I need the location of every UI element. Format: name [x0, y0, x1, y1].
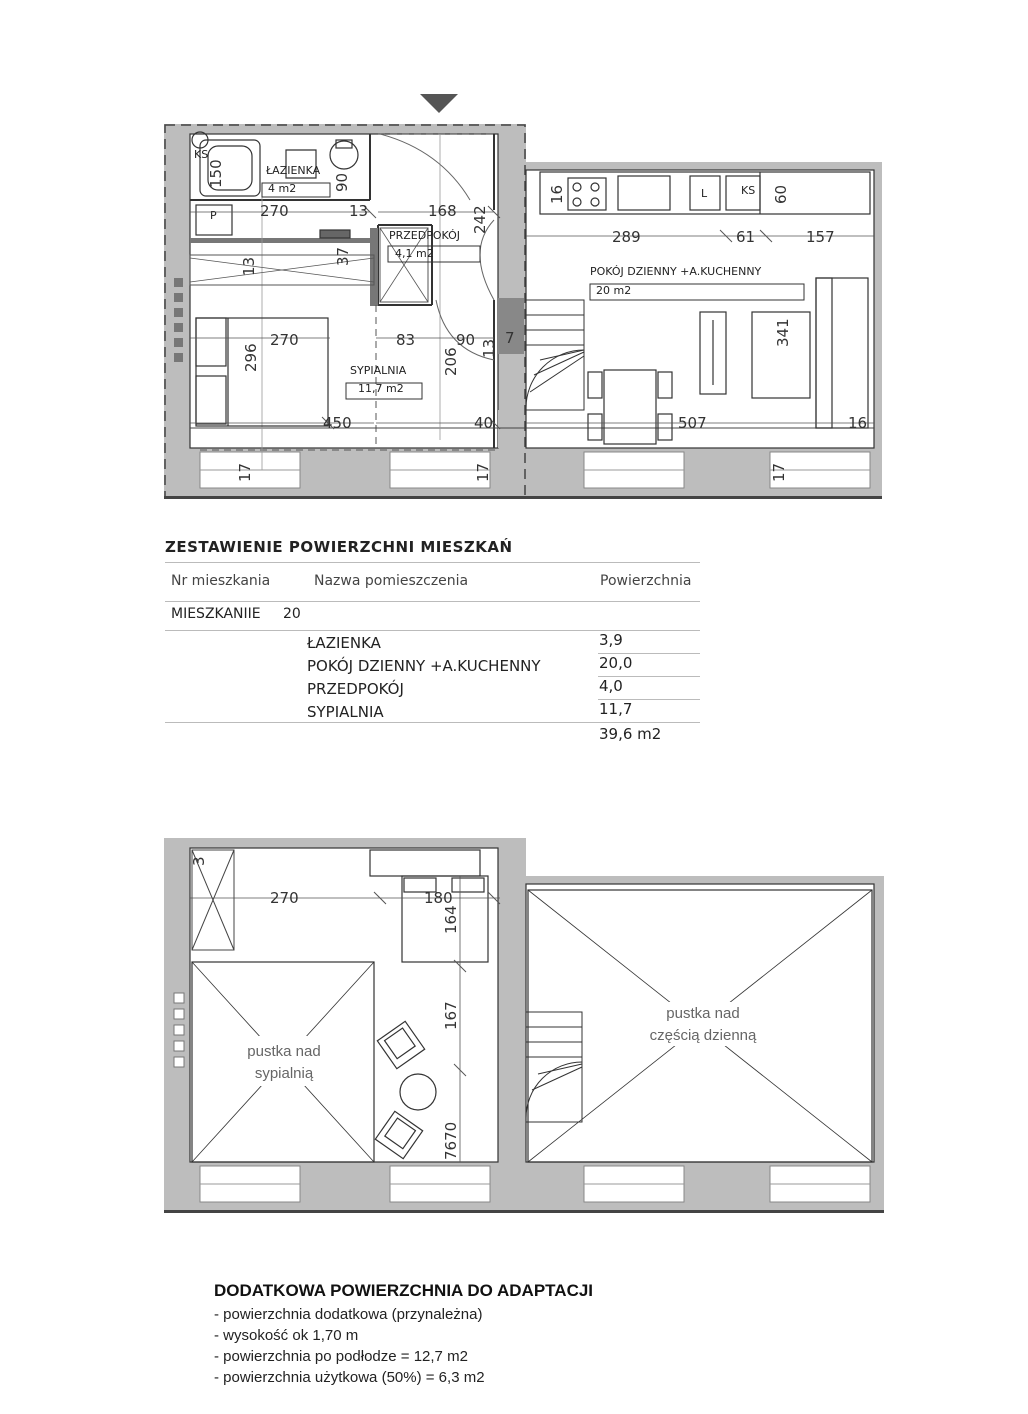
table-header: [165, 563, 700, 602]
note-title: DODATKOWA POWIERZCHNIA DO ADAPTACJI: [214, 1281, 594, 1300]
total-area: 39,6 m2: [599, 725, 662, 743]
dim-507: 507: [678, 414, 707, 432]
fixture-ks-label: KS: [194, 148, 209, 161]
void-living-label: częścią dzienną: [649, 1027, 757, 1044]
note-line: - powierzchnia dodatkowa (przynależna): [214, 1306, 483, 1323]
dim-167: 167: [442, 1001, 460, 1030]
dim-61: 61: [736, 228, 756, 246]
room-area: 11,7: [599, 700, 633, 718]
wall-north-living: [526, 162, 882, 170]
room-bathroom-area: 4 m2: [268, 182, 297, 195]
area-summary-table: [165, 538, 700, 747]
dim-168: 168: [428, 202, 457, 220]
wall-east: [874, 162, 882, 498]
fixture-l-label: L: [701, 187, 708, 200]
dim-164: 164: [442, 905, 460, 934]
void-bedroom-label: pustka nad: [247, 1043, 321, 1060]
dim-341: 341: [774, 318, 792, 347]
dim-289: 289: [612, 228, 641, 246]
col-header-name: Nazwa pomieszczenia: [314, 573, 469, 589]
col-header-nr: Nr mieszkania: [171, 573, 271, 589]
dim-83: 83: [396, 331, 416, 349]
room-name: POKÓJ DZIENNY +A.KUCHENNY: [307, 657, 541, 675]
dim-296: 296: [242, 343, 260, 372]
dim-16: 16: [848, 414, 868, 432]
apartment-number: 20: [283, 606, 301, 622]
apartment-row: [165, 602, 700, 631]
room-bedroom-name: SYPIALNIA: [350, 364, 407, 377]
note-line: - powierzchnia użytkowa (50%) = 6,3 m2: [214, 1369, 485, 1386]
upper-floor-plan: [164, 94, 882, 499]
table-row: [165, 631, 700, 654]
room-living-name: POKÓJ DZIENNY +A.KUCHENNY: [590, 265, 762, 278]
dim-90: 90: [333, 172, 351, 192]
dim-3: 3: [190, 856, 208, 866]
dim-206: 206: [442, 347, 460, 376]
apartment-label: MIESZKANIIE: [171, 606, 261, 622]
dim-17: 17: [236, 462, 254, 482]
room-area: 20,0: [599, 654, 633, 672]
note-line: - wysokość ok 1,70 m: [214, 1327, 359, 1344]
table-row: [165, 700, 700, 723]
lower-floor-plan: [164, 838, 884, 1213]
table-row: [165, 677, 700, 700]
table-title: ZESTAWIENIE POWIERZCHNI MIESZKAŃ: [165, 538, 700, 563]
dim-270: 270: [260, 202, 289, 220]
dim-157: 157: [806, 228, 835, 246]
dim-16: 16: [548, 184, 566, 204]
room-area: 4,0: [599, 677, 623, 695]
dim-17: 17: [770, 462, 788, 482]
dim-7: 7: [505, 329, 515, 347]
dim-13: 13: [480, 338, 498, 358]
dim-17: 17: [474, 462, 492, 482]
room-name: SYPIALNIA: [307, 703, 384, 721]
dim-242: 242: [471, 205, 489, 234]
room-hall-area: 4,1 m2: [395, 247, 434, 260]
entrance-arrow-icon: [420, 94, 458, 113]
col-header-area: Powierzchnia: [600, 573, 692, 589]
room-bathroom-name: ŁAZIENKA: [266, 164, 321, 177]
room-hall-name: PRZEDPOKÓJ: [389, 229, 461, 242]
note-line: - powierzchnia po podłodze = 12,7 m2: [214, 1348, 468, 1365]
void-bedroom-label: sypialnią: [254, 1065, 314, 1082]
total-row: [165, 723, 700, 747]
dim-90: 90: [456, 331, 476, 349]
dim-450: 450: [323, 414, 352, 432]
dim-13: 13: [349, 202, 369, 220]
dim-270: 270: [270, 331, 299, 349]
room-name: PRZEDPOKÓJ: [307, 680, 404, 698]
dim-60: 60: [772, 184, 790, 204]
fixture-p-label: P: [210, 209, 217, 222]
fixture-ks-label: KS: [741, 184, 756, 197]
room-living-area: 20 m2: [596, 284, 632, 297]
dim-150: 150: [207, 159, 225, 188]
dim-37: 37: [334, 246, 352, 266]
additional-area-note: [214, 1281, 734, 1388]
void-living-label: pustka nad: [666, 1005, 740, 1022]
dim-40: 40: [474, 414, 494, 432]
room-bedroom-area: 11,7 m2: [358, 382, 404, 395]
table-row: [165, 654, 700, 677]
dim-7670: 7670: [442, 1121, 460, 1160]
dim-13: 13: [240, 256, 258, 276]
room-area: 3,9: [599, 631, 623, 649]
dim-270: 270: [270, 889, 299, 907]
room-name: ŁAZIENKA: [307, 634, 381, 652]
dim-180: 180: [424, 889, 453, 907]
